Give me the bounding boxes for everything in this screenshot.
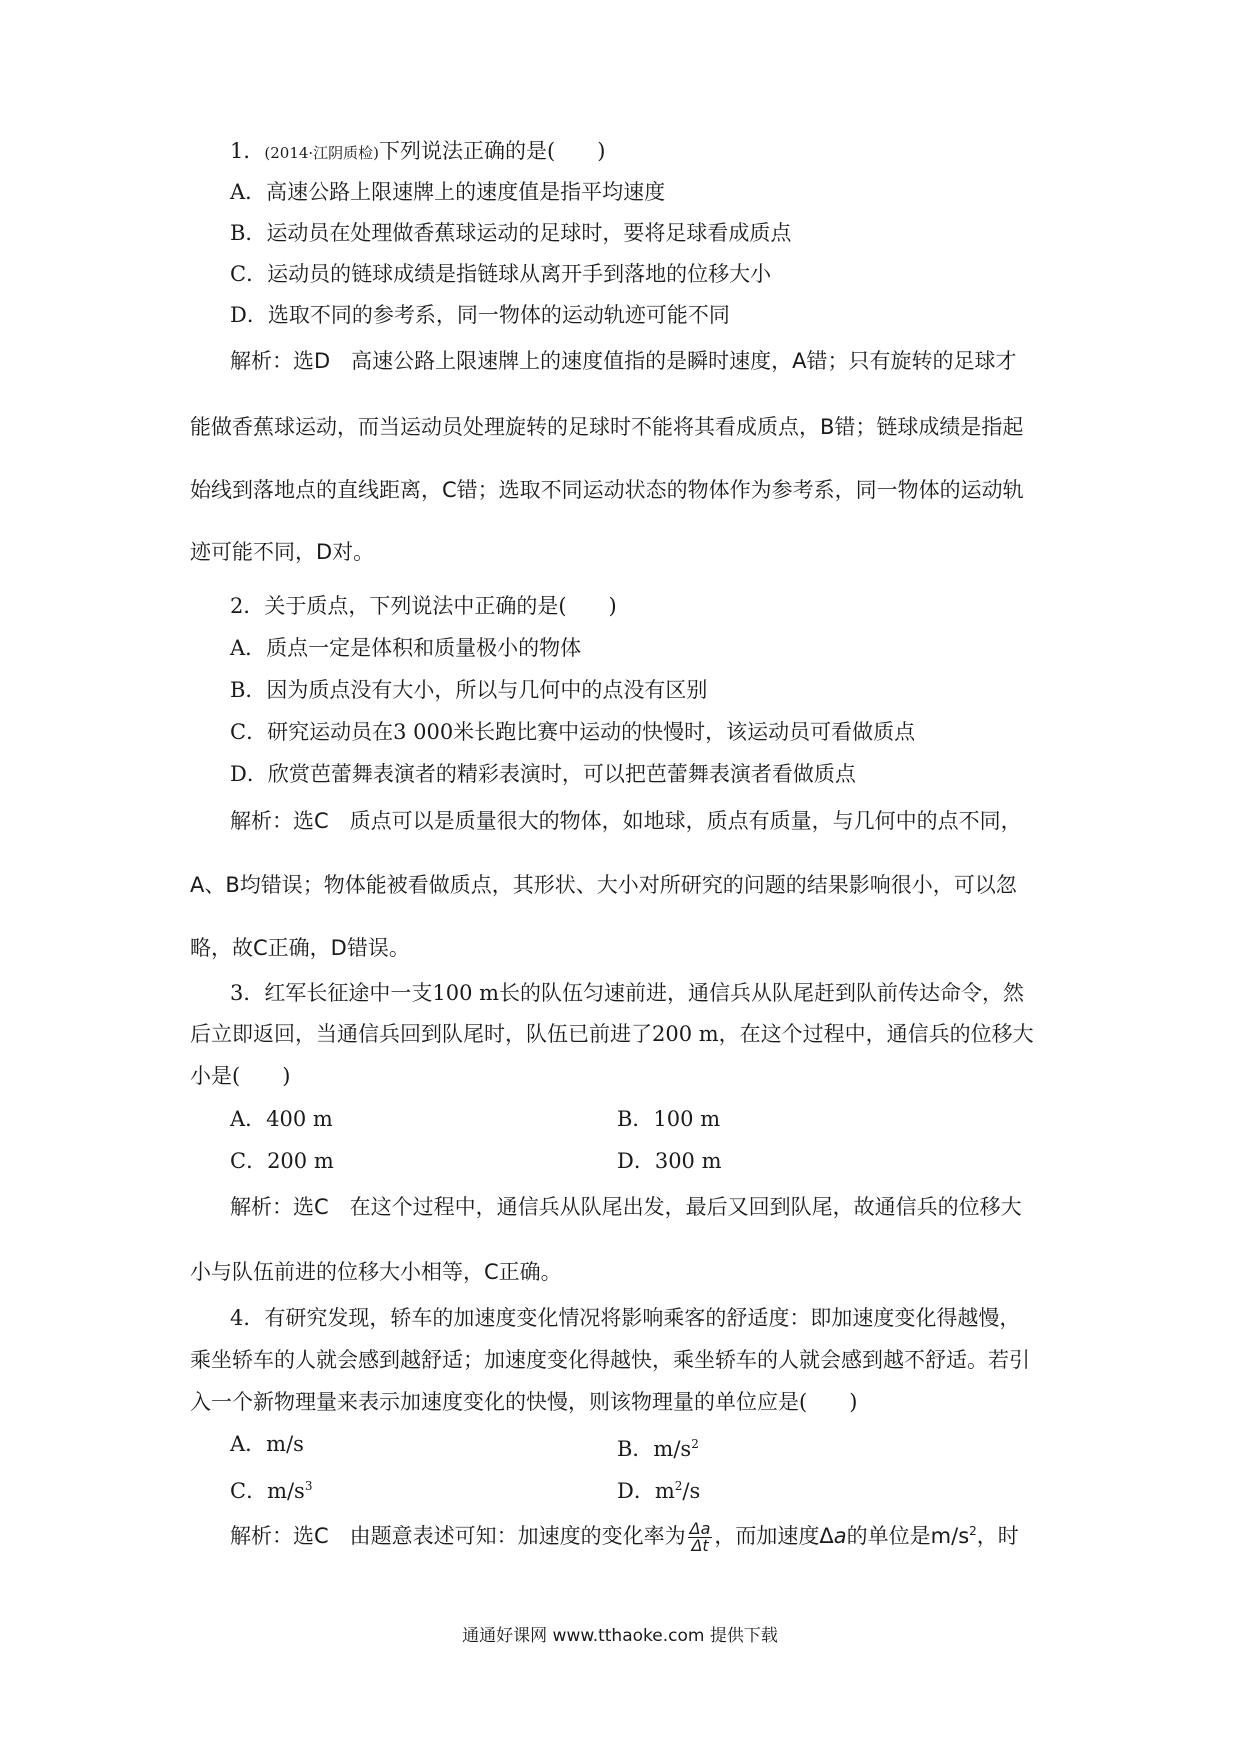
- q1-stem: [230, 136, 605, 168]
- q3-option-a: A．400 m: [230, 1107, 333, 1131]
- q2-option-b: B．因为质点没有大小，所以与几何中的点没有区别: [230, 678, 708, 702]
- q4-option-d-tail: /s: [682, 1479, 701, 1503]
- q4-option-a: A．m/s: [230, 1432, 304, 1456]
- q4-option-b: [617, 1429, 699, 1464]
- q2-analysis-line: A、B均错误；物体能被看做质点，其形状、大小对所研究的问题的结果影响很小，可以忽: [190, 873, 1017, 897]
- q2-option-c: C．研究运动员在3 000米长跑比赛中运动的快慢时，该运动员可看做质点: [230, 720, 916, 744]
- q4-option-c: [230, 1471, 312, 1506]
- q4-analysis-exponent: 2: [969, 1524, 977, 1538]
- q1-stem-text: 下列说法正确的是( ): [379, 139, 606, 163]
- q1-option-c: C．运动员的链球成绩是指链球从离开手到落地的位移大小: [230, 262, 772, 286]
- q4-analysis-end: ，时: [976, 1524, 1019, 1548]
- q4-analysis-line: [230, 1516, 1100, 1554]
- q4-stem-line: 入一个新物理量来表示加速度变化的快慢，则该物理量的单位应是( ): [190, 1390, 858, 1414]
- q4-option-d: [617, 1471, 700, 1506]
- q4-option-b-exponent: 2: [691, 1437, 699, 1451]
- q3-analysis-line: 解析：选C 在这个过程中，通信兵从队尾出发，最后又回到队尾，故通信兵的位移大: [230, 1195, 1022, 1219]
- fraction-denominator: Δt: [691, 1535, 709, 1555]
- q4-analysis-mid2: 的单位是m/s: [846, 1524, 970, 1548]
- q1-analysis-line: 解析：选D 高速公路上限速牌上的速度值指的是瞬时速度，A错；只有旋转的足球才: [230, 349, 1017, 373]
- q2-option-a: A．质点一定是体积和质量极小的物体: [230, 636, 582, 660]
- q1-analysis-line: 迹可能不同，D对。: [190, 540, 375, 564]
- q2-stem: 2．关于质点，下列说法中正确的是( ): [230, 594, 617, 618]
- q1-number: 1．: [230, 139, 265, 163]
- q4-analysis-variable: a: [833, 1524, 847, 1548]
- q4-option-d-base: D．m: [617, 1479, 675, 1503]
- q4-stem-line: 乘坐轿车的人就会感到越舒适；加速度变化得越快，乘坐轿车的人就会感到越不舒适。若引: [190, 1348, 1030, 1372]
- q3-stem-line: 后立即返回，当通信兵回到队尾时，队伍已前进了200 m，在这个过程中，通信兵的位移大: [190, 1022, 1034, 1046]
- q1-option-b: B．运动员在处理做香蕉球运动的足球时，要将足球看成质点: [230, 221, 792, 245]
- fraction-numerator: Δa: [689, 1518, 711, 1538]
- q1-source: (2014·江阴质检): [264, 144, 380, 162]
- q4-option-b-base: B．m/s: [617, 1437, 692, 1461]
- q4-analysis-mid: ，而加速度Δ: [714, 1524, 834, 1548]
- q4-option-c-base: C．m/s: [230, 1479, 305, 1503]
- q3-analysis-line: 小与队伍前进的位移大小相等，C正确。: [190, 1260, 562, 1284]
- q2-option-d: D．欣赏芭蕾舞表演者的精彩表演时，可以把芭蕾舞表演者看做质点: [230, 762, 856, 786]
- q2-analysis-line: 解析：选C 质点可以是质量很大的物体，如地球，质点有质量，与几何中的点不同，: [230, 809, 1022, 833]
- q3-stem-line: 小是( ): [190, 1064, 291, 1088]
- q1-option-a: A．高速公路上限速牌上的速度值是指平均速度: [230, 180, 666, 204]
- q4-option-d-exponent: 2: [674, 1479, 683, 1493]
- rate-fraction: [688, 1518, 713, 1555]
- q4-stem-line: 4．有研究发现，轿车的加速度变化情况将影响乘客的舒适度：即加速度变化得越慢，: [230, 1306, 1021, 1330]
- q4-option-c-exponent: 3: [304, 1479, 313, 1493]
- q1-analysis-line: 始线到落地点的直线距离，C错；选取不同运动状态的物体作为参考系，同一物体的运动轨: [190, 478, 1024, 502]
- page-footer: 通通好课网 www.tthaoke.com 提供下载: [462, 1626, 778, 1646]
- q3-stem-line: 3．红军长征途中一支100 m长的队伍匀速前进，通信兵从队尾赶到队前传达命令，然: [230, 981, 1025, 1005]
- q3-option-d: D．300 m: [617, 1149, 722, 1173]
- q4-analysis-pre: 解析：选C 由题意表述可知：加速度的变化率为: [230, 1524, 686, 1548]
- q1-option-d: D．选取不同的参考系，同一物体的运动轨迹可能不同: [230, 303, 730, 327]
- q1-analysis-line: 能做香蕉球运动，而当运动员处理旋转的足球时不能将其看成质点，B错；链球成绩是指起: [190, 415, 1024, 439]
- q3-option-c: C．200 m: [230, 1149, 334, 1173]
- q3-option-b: B．100 m: [617, 1107, 721, 1131]
- q2-analysis-line: 略，故C正确，D错误。: [190, 936, 410, 960]
